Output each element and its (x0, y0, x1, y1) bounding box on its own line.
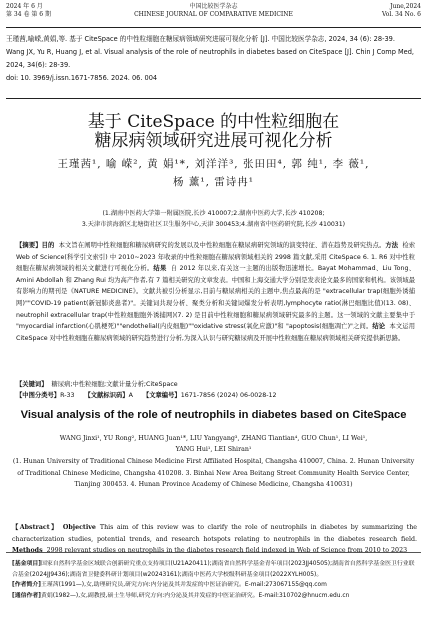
corresponding-label: [通信作者] (12, 592, 41, 599)
title-cn-text: 基于 CiteSpace 的中性粒细胞在糖尿病领域研究进展可视化分析 (87, 112, 340, 151)
methods-en-label: Methods (12, 547, 43, 554)
header-date: 2024 年 6 月 (6, 3, 43, 10)
methods-cn-label: 方法 (385, 242, 399, 249)
keywords-cn-label: 【关键词】 (16, 381, 48, 388)
affiliations-cn (30, 208, 397, 230)
running-header (6, 3, 421, 27)
author-note (12, 580, 419, 591)
authors-cn-line1: 王瑾茜¹, 喻 嵘², 黄 娟¹*, 刘洋洋³, 张田田⁴, 郭 纯¹, 李 薇¹, (57, 158, 370, 170)
abstract-en-label: 【Abstract】 (12, 524, 59, 531)
footnote-rule (6, 552, 421, 553)
author-bio-label: [作者简介] (12, 582, 41, 589)
classification-cn (16, 390, 415, 401)
objective-en-text: This aim of this review was to clarify the role of neutrophils in diabetes by summarizing the characterization studies, potential trends, and research hotspots relating to neutrophils in the diabetes research field. (12, 524, 417, 543)
article-number-value: 1671-7856 (2024) 06-0028-12 (180, 392, 277, 399)
affiliations-en: (1. Hunan University of Traditional Chinese Medicine First Affiliated Hospital, Changsha 410007, China. 2. Hunan University of Traditional Chinese Medicine, Changsha 410208. 3. Binhai New Area Beitang Street Community Health Service Center, Tianjing 300453. 4. Hunan Province Academy of Chinese Medicine, Changsha 410031) (12, 458, 415, 489)
methods-en-text: 2998 relevant studies on neutrophils in the diabetes research field indexed in Web of Science from 2010 to 2023 (46, 547, 408, 554)
keywords-cn-text: 糖尿病;中性粒细胞;文献计量分析;CiteSpace (51, 381, 178, 388)
authors-en (30, 433, 397, 455)
header-rule (6, 27, 421, 28)
doc-code-value: A (128, 392, 133, 399)
doc-code-label: 【文献标识码】 (84, 392, 129, 399)
article-title-cn (0, 113, 427, 151)
authors-cn (40, 155, 387, 191)
abstract-cn-label: 【摘要】 (16, 242, 42, 249)
clc-label: 【中图分类号】 (16, 392, 61, 399)
header-volume-issue-cn: 第 34 卷 第 6 期 (6, 11, 51, 18)
clc-value: R-33 (60, 392, 75, 399)
citation-rule (6, 98, 421, 99)
objective-en-label: Objective (62, 524, 96, 531)
corresponding-text: 黄娟(1982—),女,副教授,硕士生导师,研究方向:内分泌及其并发症的中医证治研究。E-mail:310702@hnucm.edu.cn (40, 592, 350, 599)
objective-cn-label: 目的 (41, 242, 55, 249)
citation-en: Wang JX, Yu R, Huang J, et al. Visual analysis of the role of neutrophils in diabetes based on CiteSpace [J]. Chin J Comp Med, 2024, 34(6): 28-39. (6, 48, 415, 69)
fund-label: [基金项目] (12, 561, 41, 567)
authors-en-line2: YANG Hui¹, LEI Shiran¹ (175, 446, 252, 453)
corresponding-note (12, 591, 419, 602)
affiliations-cn-line2: 3.天津市滨海新区北塘街社区卫生服务中心,天津 300453;4.湖南省中医药研究院,长沙 410031) (81, 221, 346, 228)
article-number-label: 【文章编号】 (142, 392, 181, 399)
header-volume-issue-en: Vol. 34 No. 6 (381, 11, 421, 18)
header-right (382, 3, 421, 19)
conclusion-cn-label: 结论 (372, 323, 386, 331)
keywords-cn (16, 379, 415, 390)
methods-cn-text: 检索 Web of Science(科学引文索引) 中 2010~2023 年收录的中性粒细胞在糖尿病领域相关的 2998 篇文献,采用 CiteSpace 6. 1. R6 对中性粒细胞在糖尿病领域的相关文献进行可视化分析。 (16, 242, 416, 273)
affiliations-cn-line1: (1.湖南中医药大学第一附属医院,长沙 410007;2.湖南中医药大学,长沙 410208; (102, 210, 325, 217)
header-date-en: June,2024 (390, 3, 421, 10)
abstract-cn (16, 240, 415, 344)
authors-cn-line2: 杨 薰¹, 雷诗冉¹ (173, 176, 254, 188)
footnotes (12, 559, 419, 601)
fund-note (12, 559, 419, 580)
fund-text: 国家自然科学基金区域联合创新研究重点支持项目(U21A20411);湖南省自然科学基金青年项目(2023JJ40505);湖南省自然科学基金医卫行业联合基金(2024JJ9436);湖南省卫健委科研计划项目(w20243161);湖南中医药大学校级科研基金项目(2022XYLH005)。 (12, 561, 415, 578)
authors-en-line1: WANG Jinxi¹, YU Rong², HUANG Juan¹*, LIU Yangyang³, ZHANG Tiantian⁴, GUO Chun¹, LI Wei¹, (59, 435, 368, 442)
article-title-en: Visual analysis of the role of neutrophils in diabetes based on CiteSpace (20, 409, 407, 421)
journal-name-en: CHINESE JOURNAL OF COMPARATIVE MEDICINE (134, 11, 293, 18)
results-cn-text: 自 2012 年以来,有关这一主题的出版物迅速增长。Bayat Mohammad、Liu Tong、Amini Abdollah 和 Zhang Rui 均为高产作者,有 7 篇相关研究的文章发表。中国和上海交通大学分别是发表论文最多的国家和机构。该领域最有影响力的期刊是《NATURE MEDICINE》。文献共被引分析显示,目前与糖尿病相关的主题中,焦点最高的是 "extracellular trap(细胞外诱捕网)""COVID-19 patient(新冠肺炎患者)"。关键词共现分析、聚类分析和关键词爆发分析表明,lymphocyte ratio(淋巴细胞比值)(13. 08)、neutrophil extracellular trap(中性粒细胞胞外诱捕网)(7. 2) 是目前中性粒细胞和糖尿病领域研究最多的主题。这一领域的文献主要集中于 "myocardial infarction(心肌梗死)""endothelial(内皮细胞)""oxidative stress(氧化应激)"和 "apoptosis(细胞凋亡)"之间。 (16, 265, 416, 331)
results-cn-label: 结果 (153, 265, 167, 273)
citation-block (6, 33, 421, 85)
citation-cn: 王瑾茜,喻嵘,黄娟,等. 基于 CiteSpace 的中性粒细胞在糖尿病领域研究进展可视化分析 [J]. 中国比较医学杂志, 2024, 34 (6): 28-39. (6, 35, 395, 43)
doi: doi: 10. 3969/j.issn.1671-7856. 2024. 06. 004 (6, 74, 158, 82)
journal-name-cn: 中国比较医学杂志 (189, 3, 238, 10)
author-bio-text: 王瑾茜(1991—),女,助理研究员,研究方向:内分泌及其并发症的中医证治研究。E-mail:273067155@qq.com (40, 582, 327, 589)
objective-cn-text: 本文旨在阐明中性粒细胞和糖尿病研究的发展以及中性粒细胞在糖尿病研究领域的演变特征、潜在趋势及研究热点。 (58, 242, 386, 249)
header-center (6, 3, 421, 19)
conclusion-cn-text: 本文运用 CiteSpace 对中性粒细胞在糖尿病领域的研究趋势进行分析,为深入认识与研究糖尿病及开展中性粒细胞在糖尿病领域相关研究提供新思路。 (16, 323, 415, 342)
